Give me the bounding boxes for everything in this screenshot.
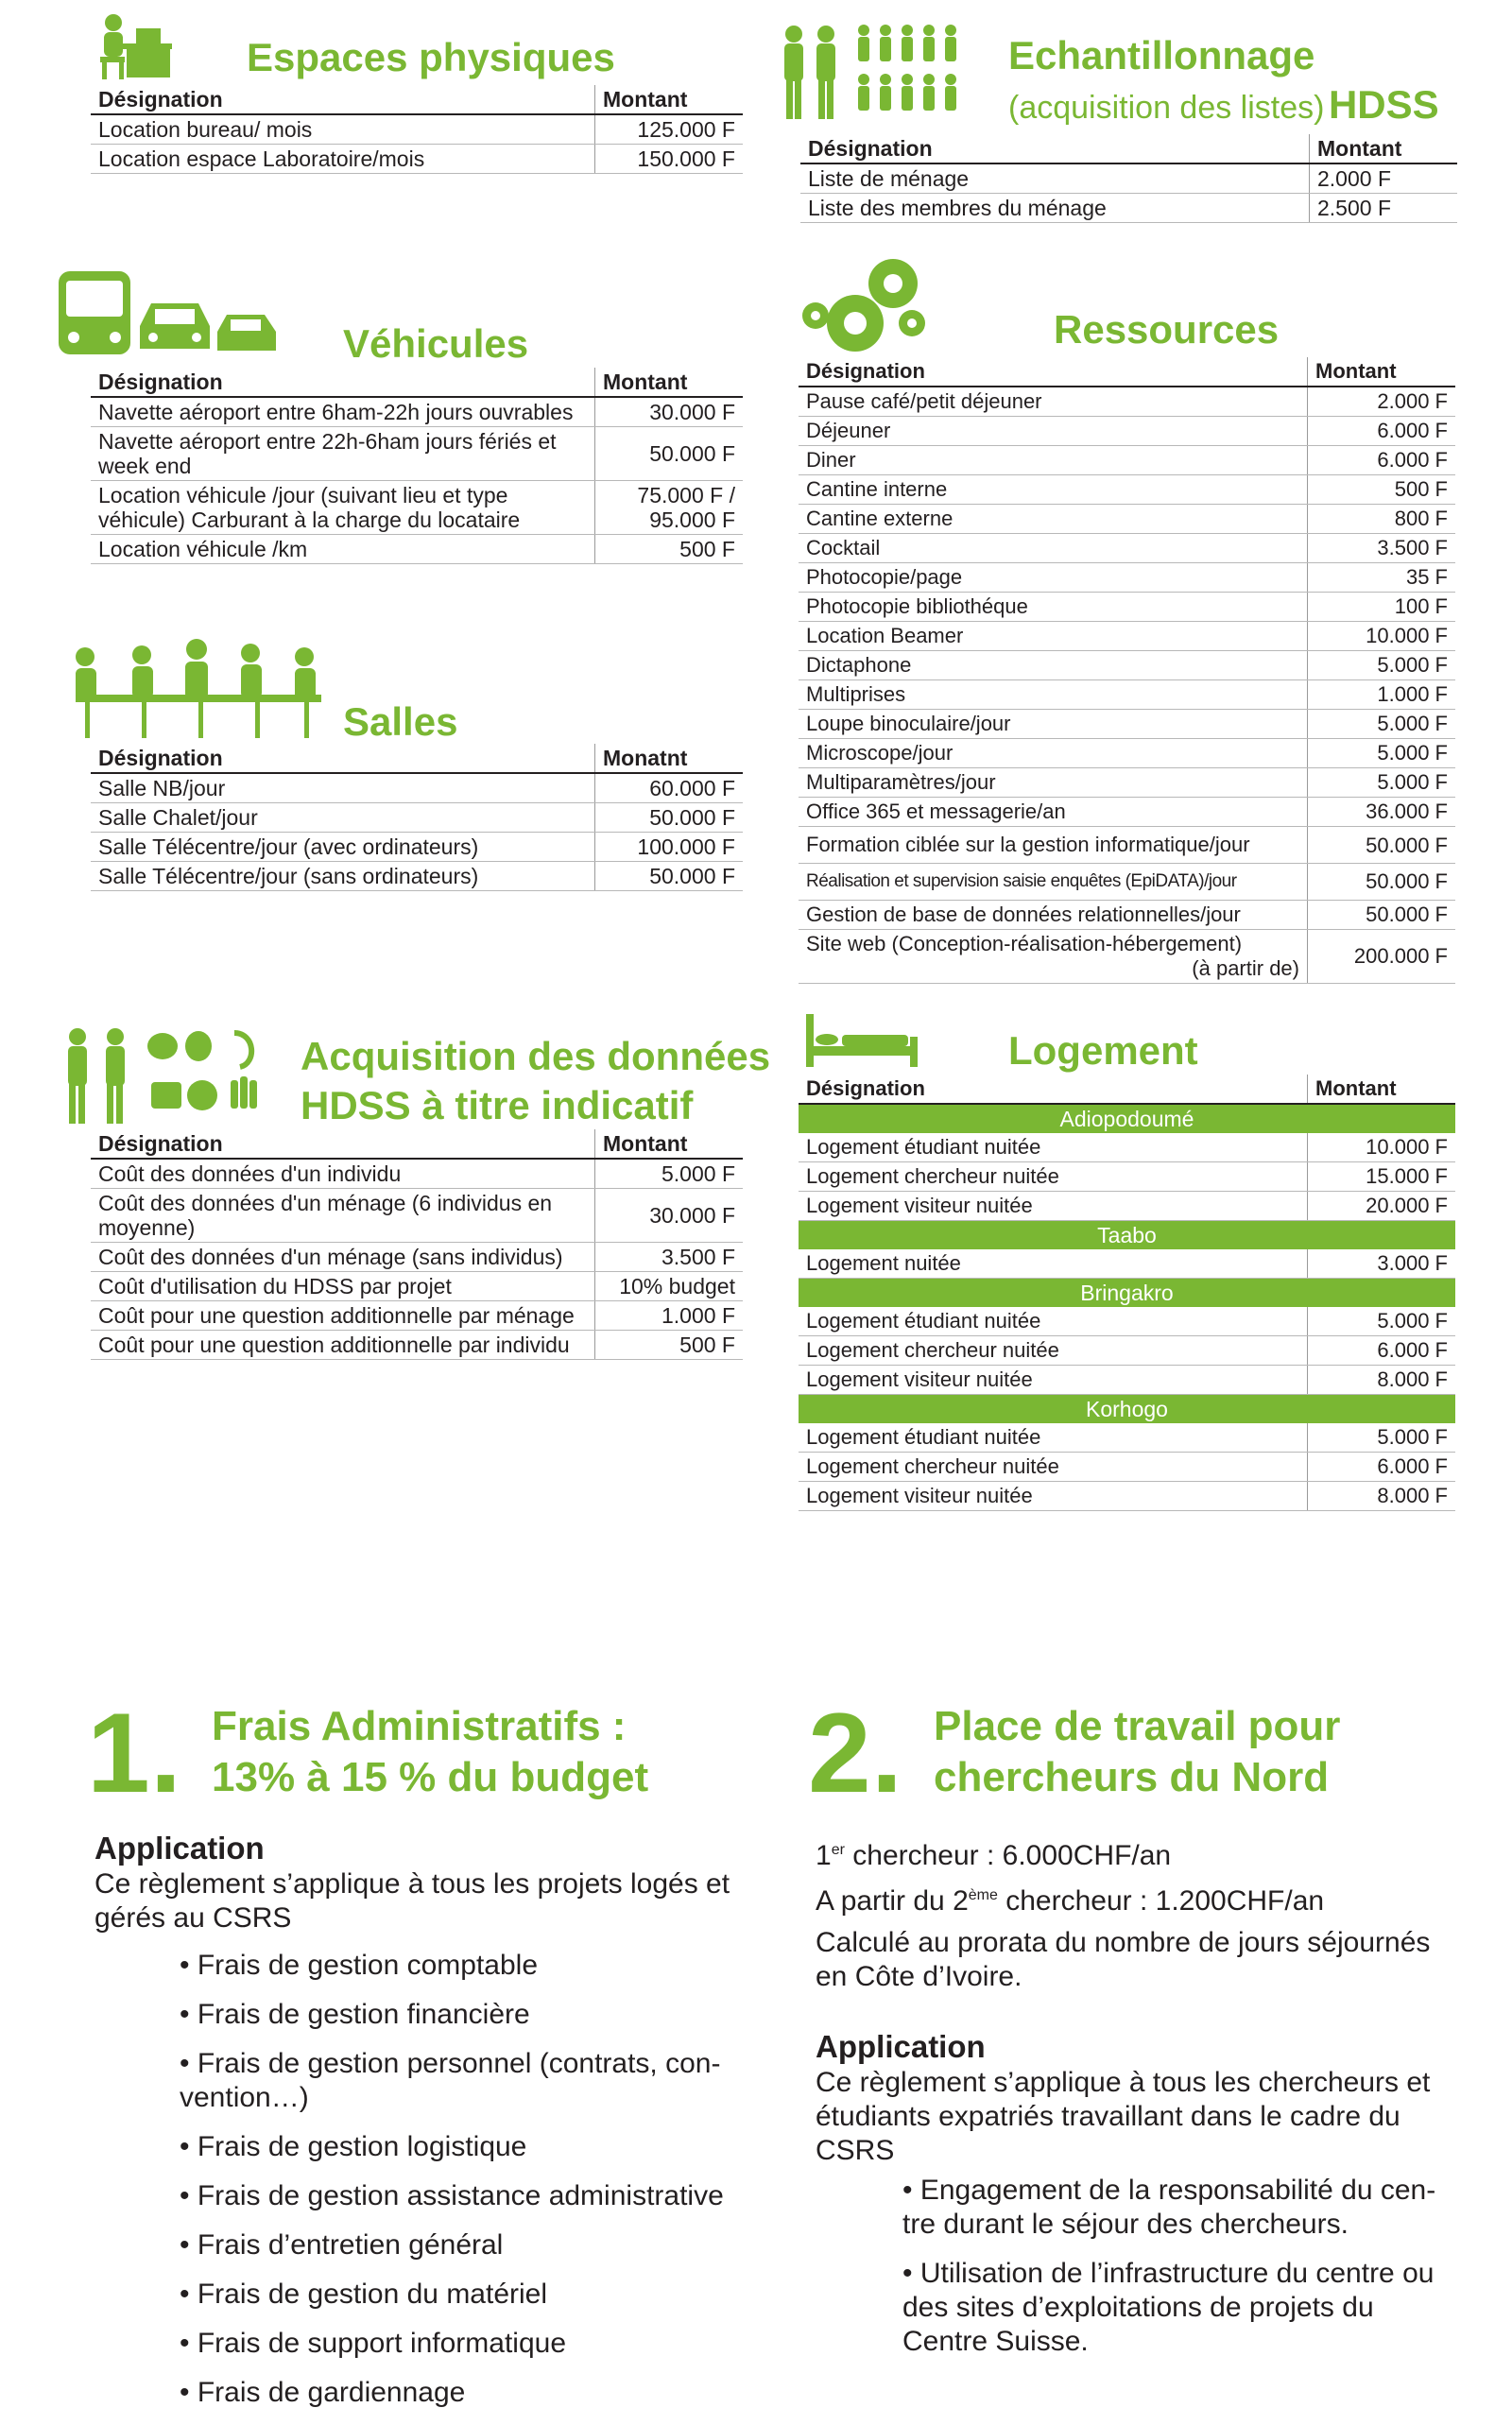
- table-row: Formation ciblée sur la gestion informatique/jour 50.000 F: [799, 827, 1455, 864]
- region-header: Korhogo: [799, 1395, 1455, 1424]
- list-item: • Frais d’entretien général: [180, 2229, 504, 2261]
- desk-worker-icon: [94, 11, 180, 82]
- list-item: • Frais de gardiennage: [180, 2377, 466, 2408]
- region-header: Bringakro: [799, 1279, 1455, 1308]
- list-item: • Frais de gestion financière: [180, 1999, 530, 2030]
- salles-table: Désignation Monatnt Salle NB/jour 60.000 F Salle Chalet/jour 50.000 F Salle Télécentre/jour (avec ordinateurs) 100.000 F Salle Télécentre/jour (sans ordinateurs) 50.000 F: [91, 744, 743, 891]
- table-row: Office 365 et messagerie/an 36.000 F: [799, 798, 1455, 827]
- table-row: Multiprises 1.000 F: [799, 680, 1455, 710]
- second-researcher-rate: A partir du 2ème chercheur : 1.200CHF/an: [816, 1885, 1325, 1917]
- table-row: Réalisation et supervision saisie enquêtes (EpiDATA)/jour 50.000 F: [799, 864, 1455, 901]
- frais-application: [94, 1830, 737, 1935]
- echantillonnage-title: Echantillonnage: [1008, 33, 1315, 77]
- application-text: Ce règlement s’applique à tous les chercheurs et étudiants expatriés travaillant dans le cadre du CSRS: [816, 2067, 1431, 2166]
- ressources-table: Désignation Montant Pause café/petit déjeuner 2.000 F Déjeuner 6.000 F Diner 6.000 F Cantine interne 500 F Cantine externe 800 F Cocktail 3.500 F Photocopie/page 35 F Photocopie bibliothéque 100 F Location Beamer 10.000 F Dictaphone 5.000 F Multiprises 1.000 F Loupe binoculaire/jour 5.000 F Microscope/jour 5.000 F Multiparamètres/jour 5.000 F Office 365 et messagerie/an 36.000 F Formation ciblée sur la gestion informatique/jour 50.000 F Réalisation et supervision saisie enquêtes (EpiDATA)/jour 50.000 F Gestion de base de données relationnelles/jour 50.000 F Site web (Conception-réalisation-hébergement) (à partir de) 200.000 F: [799, 357, 1455, 984]
- list-item: • Frais de gestion logistique: [180, 2131, 527, 2162]
- table-row: Logement visiteur nuitée 8.000 F: [799, 1366, 1455, 1395]
- table-row: Navette aéroport entre 22h-6ham jours fériés et week end 50.000 F: [91, 427, 743, 481]
- vehicules-table: Désignation Montant Navette aéroport entre 6ham-22h jours ouvrables 30.000 F Navette aéroport entre 22h-6ham jours fériés et week end 50.000 F Location véhicule /jour (suivant lieu et type véhicule) Carburant à la charge du locataire 75.000 F / 95.000 F Location véhicule /km 500 F: [91, 368, 743, 564]
- table-row: Déjeuner 6.000 F: [799, 417, 1455, 446]
- espaces-title: Espaces physiques: [247, 35, 615, 79]
- table-row: Logement chercheur nuitée 6.000 F: [799, 1453, 1455, 1482]
- ressources-title: Ressources: [1054, 307, 1280, 352]
- table-row: Location véhicule /km 500 F: [91, 535, 743, 564]
- table-row: Liste de ménage 2.000 F: [800, 163, 1457, 194]
- table-row: Multiparamètres/jour 5.000 F: [799, 768, 1455, 798]
- echantillonnage-subtitle: (acquisition des listes): [1008, 90, 1325, 126]
- region-header: Adiopodoumé: [799, 1104, 1455, 1133]
- table-row: Coût des données d'un ménage (6 individus en moyenne) 30.000 F: [91, 1189, 743, 1243]
- table-row: Microscope/jour 5.000 F: [799, 739, 1455, 768]
- place-title-line2: chercheurs du Nord: [934, 1754, 1330, 1800]
- table-row: Cantine externe 800 F: [799, 505, 1455, 534]
- table-row: Diner 6.000 F: [799, 446, 1455, 475]
- table-row: Logement nuitée 3.000 F: [799, 1249, 1455, 1279]
- list-item: • Frais de support informatique: [180, 2328, 567, 2359]
- table-row: Logement chercheur nuitée 6.000 F: [799, 1336, 1455, 1366]
- table-row: Photocopie/page 35 F: [799, 563, 1455, 593]
- logement-title: Logement: [1008, 1028, 1198, 1073]
- table-row: Gestion de base de données relationnelles/jour 50.000 F: [799, 901, 1455, 930]
- table-row: Liste des membres du ménage 2.500 F: [800, 194, 1457, 223]
- salles-title: Salles: [343, 699, 458, 744]
- gears-icon: [799, 255, 940, 359]
- col-designation: Désignation: [91, 85, 595, 114]
- body-organs-icon: [57, 1025, 284, 1129]
- table-row: Salle NB/jour 60.000 F: [91, 773, 743, 803]
- table-row: Cantine interne 500 F: [799, 475, 1455, 505]
- frais-list: [180, 1949, 737, 2425]
- list-item: • Engagement de la responsabilité du cen-tre durant le séjour des chercheurs.: [902, 2175, 1436, 2240]
- table-row: Pause café/petit déjeuner 2.000 F: [799, 387, 1455, 417]
- table-row: Logement chercheur nuitée 15.000 F: [799, 1162, 1455, 1192]
- table-row: Logement visiteur nuitée 8.000 F: [799, 1482, 1455, 1511]
- table-row: Logement étudiant nuitée 5.000 F: [799, 1307, 1455, 1336]
- place-title-line1: Place de travail pour: [934, 1703, 1341, 1749]
- table-row: Loupe binoculaire/jour 5.000 F: [799, 710, 1455, 739]
- table-row: Location bureau/ mois 125.000 F: [91, 114, 743, 145]
- acquisition-title-line1: Acquisition des données: [301, 1034, 771, 1078]
- meeting-icon: [57, 638, 340, 742]
- table-row: Coût d'utilisation du HDSS par projet 10% budget: [91, 1272, 743, 1301]
- table-row: Navette aéroport entre 6ham-22h jours ouvrables 30.000 F: [91, 397, 743, 427]
- table-row: Logement étudiant nuitée 5.000 F: [799, 1423, 1455, 1453]
- frais-title-line2: 13% à 15 % du budget: [212, 1754, 649, 1800]
- table-row: Logement étudiant nuitée 10.000 F: [799, 1133, 1455, 1162]
- place-number: 2.: [808, 1690, 903, 1816]
- table-row: Cocktail 3.500 F: [799, 534, 1455, 563]
- frais-number: 1.: [87, 1690, 182, 1816]
- list-item: • Frais de gestion du matériel: [180, 2279, 548, 2310]
- table-row: Photocopie bibliothéque 100 F: [799, 593, 1455, 622]
- table-row: Coût des données d'un ménage (sans individus) 3.500 F: [91, 1243, 743, 1272]
- frais-title-line1: Frais Administratifs :: [212, 1703, 627, 1749]
- bed-icon: [806, 1014, 919, 1071]
- table-row: Coût pour une question additionnelle par ménage 1.000 F: [91, 1301, 743, 1331]
- espaces-table: [91, 85, 743, 174]
- table-row: Dictaphone 5.000 F: [799, 651, 1455, 680]
- table-row: Coût pour une question additionnelle par individu 500 F: [91, 1331, 743, 1360]
- list-item: • Frais de gestion personnel (contrats, con-vention…): [180, 2048, 721, 2113]
- prorata-note: Calculé au prorata du nombre de jours séjournés en Côte d’Ivoire.: [816, 1927, 1431, 1992]
- echantillonnage-subtitle-bold: HDSS: [1328, 82, 1439, 127]
- logement-table: Désignation Montant Adiopodoumé Logement étudiant nuitée 10.000 F Logement chercheur nuitée 15.000 F Logement visiteur nuitée 20.000 F Taabo Logement nuitée 3.000 F Bringakro Logement étudiant nuitée 5.000 F Logement chercheur nuitée 6.000 F Logement visiteur nuitée 8.000 F Korhogo Logement étudiant nuitée 5.000 F Logement chercheur nuitée 6.000 F Logement visiteur nuitée 8.000 F: [799, 1075, 1455, 1511]
- application-heading: Application: [94, 1831, 265, 1866]
- table-row: Coût des données d'un individu 5.000 F: [91, 1159, 743, 1189]
- application-heading: Application: [816, 2029, 986, 2064]
- list-item: • Utilisation de l’infrastructure du centre ou des sites d’exploitations de projets du Centre Suisse.: [902, 2258, 1435, 2357]
- vehicules-title: Véhicules: [343, 321, 529, 366]
- table-row: Location Beamer 10.000 F: [799, 622, 1455, 651]
- vehicles-icon: [57, 269, 288, 364]
- table-row: Salle Télécentre/jour (sans ordinateurs) 50.000 F: [91, 862, 743, 891]
- first-researcher-rate: 1er chercheur : 6.000CHF/an: [816, 1840, 1172, 1871]
- table-row: Salle Chalet/jour 50.000 F: [91, 803, 743, 833]
- table-row: Location espace Laboratoire/mois 150.000 F: [91, 145, 743, 174]
- acquisition-title-line2: HDSS à titre indicatif: [301, 1083, 694, 1127]
- list-item: • Frais de gestion comptable: [180, 1950, 539, 1981]
- place-details: [816, 1833, 1439, 2168]
- table-row: Logement visiteur nuitée 20.000 F: [799, 1192, 1455, 1221]
- acquisition-table: Désignation Montant Coût des données d'un individu 5.000 F Coût des données d'un ménage (6 individus en moyenne) 30.000 F Coût des données d'un ménage (sans individus) 3.500 F Coût d'utilisation du HDSS par projet 10% budget Coût pour une question additionnelle par ménage 1.000 F Coût pour une question additionnelle par individu 500 F: [91, 1129, 743, 1360]
- application-text: Ce règlement s’applique à tous les projets logés et gérés au CSRS: [94, 1868, 730, 1934]
- col-montant: Montant: [595, 85, 744, 114]
- place-list: [902, 2174, 1441, 2374]
- table-row: Salle Télécentre/jour (avec ordinateurs) 100.000 F: [91, 833, 743, 862]
- region-header: Taabo: [799, 1221, 1455, 1250]
- table-row: Site web (Conception-réalisation-hébergement) (à partir de) 200.000 F: [799, 930, 1455, 984]
- people-group-icon: [777, 21, 975, 129]
- table-row: Location véhicule /jour (suivant lieu et type véhicule) Carburant à la charge du locataire 75.000 F / 95.000 F: [91, 481, 743, 535]
- echantillonnage-table: Désignation Montant Liste de ménage 2.000 F Liste des membres du ménage 2.500 F: [800, 134, 1457, 223]
- list-item: • Frais de gestion assistance administrative: [180, 2180, 724, 2211]
